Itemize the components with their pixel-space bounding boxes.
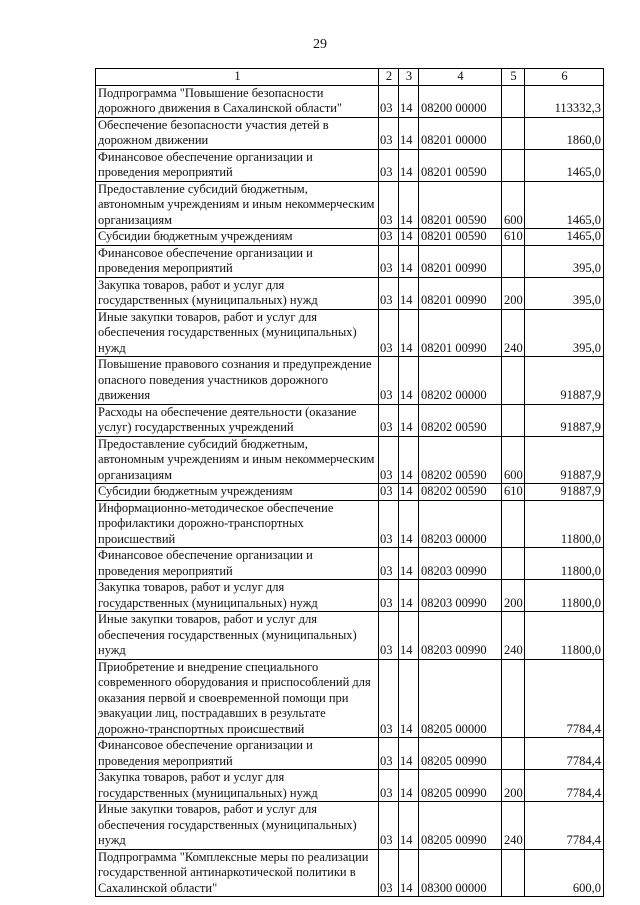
item-name-cell: Закупка товаров, работ и услуг для государственных (муниципальных) нужд xyxy=(96,580,379,612)
item-name-cell: Закупка товаров, работ и услуг для государственных (муниципальных) нужд xyxy=(96,770,379,802)
target-article-cell: 08201 00990 xyxy=(419,277,502,309)
subsection-code-cell: 14 xyxy=(399,181,419,229)
subsection-code-cell: 14 xyxy=(399,738,419,770)
expense-type-cell xyxy=(502,117,525,149)
section-code-cell: 03 xyxy=(379,149,399,181)
table-row xyxy=(96,85,604,117)
amount-cell: 91887,9 xyxy=(525,436,604,484)
table-row xyxy=(96,229,604,246)
amount-cell: 11800,0 xyxy=(525,612,604,660)
amount-cell: 91887,9 xyxy=(525,484,604,501)
expense-type-cell: 240 xyxy=(502,802,525,850)
table-row xyxy=(96,548,604,580)
item-name-cell: Субсидии бюджетным учреждениям xyxy=(96,229,379,246)
table-row xyxy=(96,612,604,660)
subsection-code-cell: 14 xyxy=(399,117,419,149)
expense-type-cell xyxy=(502,85,525,117)
section-code-cell: 03 xyxy=(379,309,399,357)
target-article-cell: 08203 00990 xyxy=(419,612,502,660)
subsection-code-cell: 14 xyxy=(399,770,419,802)
expense-type-cell: 240 xyxy=(502,309,525,357)
expense-type-cell: 600 xyxy=(502,181,525,229)
section-code-cell: 03 xyxy=(379,770,399,802)
table-row xyxy=(96,277,604,309)
amount-cell: 113332,3 xyxy=(525,85,604,117)
amount-cell: 7784,4 xyxy=(525,659,604,738)
table-row xyxy=(96,436,604,484)
table-row xyxy=(96,149,604,181)
table-row xyxy=(96,802,604,850)
item-name-cell: Подпрограмма "Повышение безопасности дорожного движения в Сахалинской области" xyxy=(96,85,379,117)
section-code-cell: 03 xyxy=(379,277,399,309)
header-cell: 3 xyxy=(399,69,419,86)
amount-cell: 7784,4 xyxy=(525,802,604,850)
expense-type-cell xyxy=(502,404,525,436)
item-name-cell: Предоставление субсидий бюджетным, автономным учреждениям и иным некоммерческим организациям xyxy=(96,181,379,229)
section-code-cell: 03 xyxy=(379,85,399,117)
target-article-cell: 08202 00590 xyxy=(419,436,502,484)
item-name-cell: Иные закупки товаров, работ и услуг для обеспечения государственных (муниципальных) нужд xyxy=(96,802,379,850)
amount-cell: 91887,9 xyxy=(525,404,604,436)
subsection-code-cell: 14 xyxy=(399,404,419,436)
item-name-cell: Информационно-методическое обеспечение профилактики дорожно-транспортных происшествий xyxy=(96,500,379,548)
target-article-cell: 08202 00590 xyxy=(419,484,502,501)
table-row xyxy=(96,484,604,501)
subsection-code-cell: 14 xyxy=(399,500,419,548)
target-article-cell: 08201 00990 xyxy=(419,309,502,357)
item-name-cell: Приобретение и внедрение специального современного оборудования и приспособлений для оказания первой и своевременной помощи при эвакуации лиц, пострадавших в результате дорожно-транспортных происшествий xyxy=(96,659,379,738)
expense-type-cell xyxy=(502,357,525,405)
target-article-cell: 08203 00990 xyxy=(419,548,502,580)
section-code-cell: 03 xyxy=(379,404,399,436)
section-code-cell: 03 xyxy=(379,802,399,850)
item-name-cell: Финансовое обеспечение организации и проведения мероприятий xyxy=(96,245,379,277)
expense-type-cell xyxy=(502,149,525,181)
section-code-cell: 03 xyxy=(379,500,399,548)
table-row xyxy=(96,117,604,149)
header-cell: 4 xyxy=(419,69,502,86)
subsection-code-cell: 14 xyxy=(399,484,419,501)
subsection-code-cell: 14 xyxy=(399,149,419,181)
target-article-cell: 08202 00590 xyxy=(419,404,502,436)
target-article-cell: 08205 00990 xyxy=(419,738,502,770)
target-article-cell: 08201 00590 xyxy=(419,181,502,229)
subsection-code-cell: 14 xyxy=(399,849,419,897)
item-name-cell: Повышение правового сознания и предупреждение опасного поведения участников дорожного движения xyxy=(96,357,379,405)
section-code-cell: 03 xyxy=(379,117,399,149)
item-name-cell: Субсидии бюджетным учреждениям xyxy=(96,484,379,501)
header-cell: 5 xyxy=(502,69,525,86)
item-name-cell: Финансовое обеспечение организации и проведения мероприятий xyxy=(96,548,379,580)
subsection-code-cell: 14 xyxy=(399,612,419,660)
item-name-cell: Закупка товаров, работ и услуг для государственных (муниципальных) нужд xyxy=(96,277,379,309)
target-article-cell: 08205 00000 xyxy=(419,659,502,738)
amount-cell: 1860,0 xyxy=(525,117,604,149)
amount-cell: 7784,4 xyxy=(525,738,604,770)
item-name-cell: Предоставление субсидий бюджетным, автономным учреждениям и иным некоммерческим организациям xyxy=(96,436,379,484)
table-row xyxy=(96,181,604,229)
section-code-cell: 03 xyxy=(379,484,399,501)
target-article-cell: 08300 00000 xyxy=(419,849,502,897)
section-code-cell: 03 xyxy=(379,436,399,484)
amount-cell: 395,0 xyxy=(525,277,604,309)
amount-cell: 11800,0 xyxy=(525,580,604,612)
expense-type-cell xyxy=(502,849,525,897)
expense-type-cell xyxy=(502,659,525,738)
amount-cell: 91887,9 xyxy=(525,357,604,405)
subsection-code-cell: 14 xyxy=(399,229,419,246)
item-name-cell: Подпрограмма "Комплексные меры по реализации государственной антинаркотической политики в Сахалинской области" xyxy=(96,849,379,897)
expense-type-cell: 200 xyxy=(502,580,525,612)
section-code-cell: 03 xyxy=(379,245,399,277)
header-cell: 1 xyxy=(96,69,379,86)
amount-cell: 395,0 xyxy=(525,309,604,357)
page-number: 29 xyxy=(313,37,327,52)
table-row xyxy=(96,849,604,897)
expense-type-cell: 610 xyxy=(502,484,525,501)
expense-type-cell: 200 xyxy=(502,277,525,309)
subsection-code-cell: 14 xyxy=(399,548,419,580)
target-article-cell: 08201 00590 xyxy=(419,149,502,181)
subsection-code-cell: 14 xyxy=(399,436,419,484)
header-cell: 6 xyxy=(525,69,604,86)
section-code-cell: 03 xyxy=(379,738,399,770)
table-row xyxy=(96,770,604,802)
target-article-cell: 08201 00590 xyxy=(419,229,502,246)
subsection-code-cell: 14 xyxy=(399,245,419,277)
amount-cell: 1465,0 xyxy=(525,149,604,181)
section-code-cell: 03 xyxy=(379,612,399,660)
amount-cell: 1465,0 xyxy=(525,181,604,229)
table-row xyxy=(96,738,604,770)
subsection-code-cell: 14 xyxy=(399,802,419,850)
target-article-cell: 08200 00000 xyxy=(419,85,502,117)
expense-type-cell xyxy=(502,500,525,548)
amount-cell: 1465,0 xyxy=(525,229,604,246)
amount-cell: 11800,0 xyxy=(525,548,604,580)
subsection-code-cell: 14 xyxy=(399,277,419,309)
table-row xyxy=(96,245,604,277)
section-code-cell: 03 xyxy=(379,229,399,246)
subsection-code-cell: 14 xyxy=(399,85,419,117)
expense-type-cell xyxy=(502,245,525,277)
subsection-code-cell: 14 xyxy=(399,580,419,612)
section-code-cell: 03 xyxy=(379,659,399,738)
table-row xyxy=(96,580,604,612)
section-code-cell: 03 xyxy=(379,548,399,580)
budget-table xyxy=(95,68,604,897)
table-row xyxy=(96,357,604,405)
item-name-cell: Финансовое обеспечение организации и проведения мероприятий xyxy=(96,149,379,181)
item-name-cell: Иные закупки товаров, работ и услуг для обеспечения государственных (муниципальных) нужд xyxy=(96,309,379,357)
table-header-row xyxy=(96,69,604,86)
expense-type-cell: 610 xyxy=(502,229,525,246)
expense-type-cell: 240 xyxy=(502,612,525,660)
section-code-cell: 03 xyxy=(379,181,399,229)
subsection-code-cell: 14 xyxy=(399,659,419,738)
table-row xyxy=(96,404,604,436)
section-code-cell: 03 xyxy=(379,849,399,897)
amount-cell: 600,0 xyxy=(525,849,604,897)
header-cell: 2 xyxy=(379,69,399,86)
expense-type-cell xyxy=(502,548,525,580)
expense-type-cell: 200 xyxy=(502,770,525,802)
table-row xyxy=(96,659,604,738)
item-name-cell: Иные закупки товаров, работ и услуг для обеспечения государственных (муниципальных) нужд xyxy=(96,612,379,660)
subsection-code-cell: 14 xyxy=(399,309,419,357)
item-name-cell: Обеспечение безопасности участия детей в дорожном движении xyxy=(96,117,379,149)
table-row xyxy=(96,309,604,357)
target-article-cell: 08202 00000 xyxy=(419,357,502,405)
target-article-cell: 08201 00990 xyxy=(419,245,502,277)
amount-cell: 7784,4 xyxy=(525,770,604,802)
target-article-cell: 08203 00000 xyxy=(419,500,502,548)
target-article-cell: 08205 00990 xyxy=(419,770,502,802)
section-code-cell: 03 xyxy=(379,357,399,405)
expense-type-cell xyxy=(502,738,525,770)
table-row xyxy=(96,500,604,548)
target-article-cell: 08201 00000 xyxy=(419,117,502,149)
item-name-cell: Финансовое обеспечение организации и проведения мероприятий xyxy=(96,738,379,770)
amount-cell: 395,0 xyxy=(525,245,604,277)
subsection-code-cell: 14 xyxy=(399,357,419,405)
section-code-cell: 03 xyxy=(379,580,399,612)
item-name-cell: Расходы на обеспечение деятельности (оказание услуг) государственных учреждений xyxy=(96,404,379,436)
target-article-cell: 08203 00990 xyxy=(419,580,502,612)
expense-type-cell: 600 xyxy=(502,436,525,484)
amount-cell: 11800,0 xyxy=(525,500,604,548)
target-article-cell: 08205 00990 xyxy=(419,802,502,850)
